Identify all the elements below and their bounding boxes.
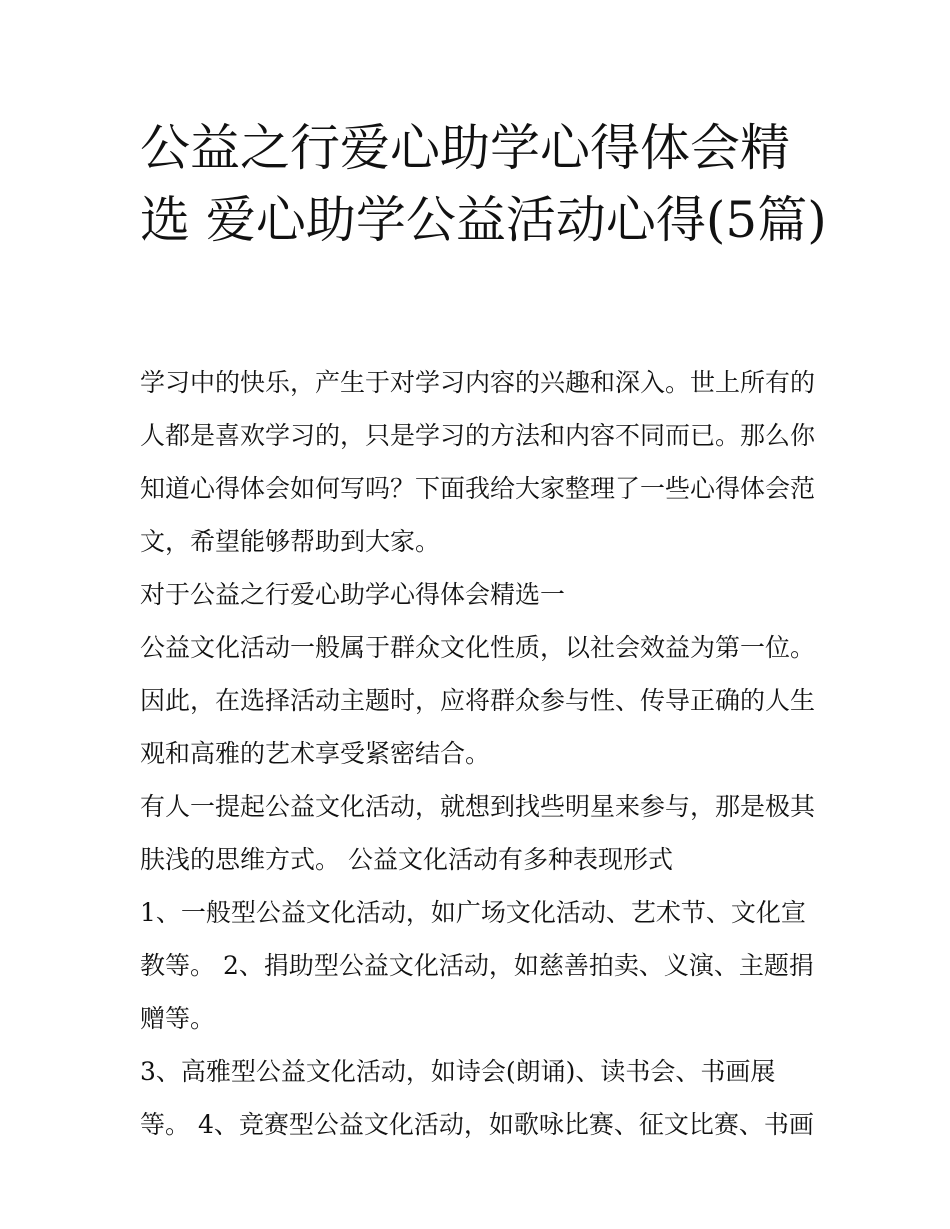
paragraph-section-heading: 对于公益之行爱心助学心得体会精选一 <box>140 580 566 609</box>
document-body <box>140 356 820 1151</box>
paragraph-misconception: 有人一提起公益文化活动，就想到找些明星来参与，那是极其肤浅的思维方式。 公益文化活动有多种表现形式 <box>140 792 816 874</box>
paragraph-nature: 公益文化活动一般属于群众文化性质，以社会效益为第一位。因此，在选择活动主题时，应将群众参与性、传导正确的人生观和高雅的艺术享受紧密结合。 <box>140 633 816 768</box>
document-title: 公益之行爱心助学心得体会精选 爱心助学公益活动心得(5篇) <box>140 119 827 249</box>
paragraph-types-1-2: 1、一般型公益文化活动，如广场文化活动、艺术节、文化宣教等。 2、捐助型公益文化活动，如慈善拍卖、义演、主题捐赠等。 <box>140 898 814 1033</box>
paragraph-intro: 学习中的快乐，产生于对学习内容的兴趣和深入。世上所有的人都是喜欢学习的，只是学习的方法和内容不同而已。那么你知道心得体会如何写吗？下面我给大家整理了一些心得体会范文，希望能够帮助到大家。 <box>140 368 816 556</box>
paragraph-types-3-4: 3、高雅型公益文化活动，如诗会(朗诵)、读书会、书画展等。 4、竞赛型公益文化活动，如歌咏比赛、征文比赛、书画 <box>140 1057 814 1139</box>
